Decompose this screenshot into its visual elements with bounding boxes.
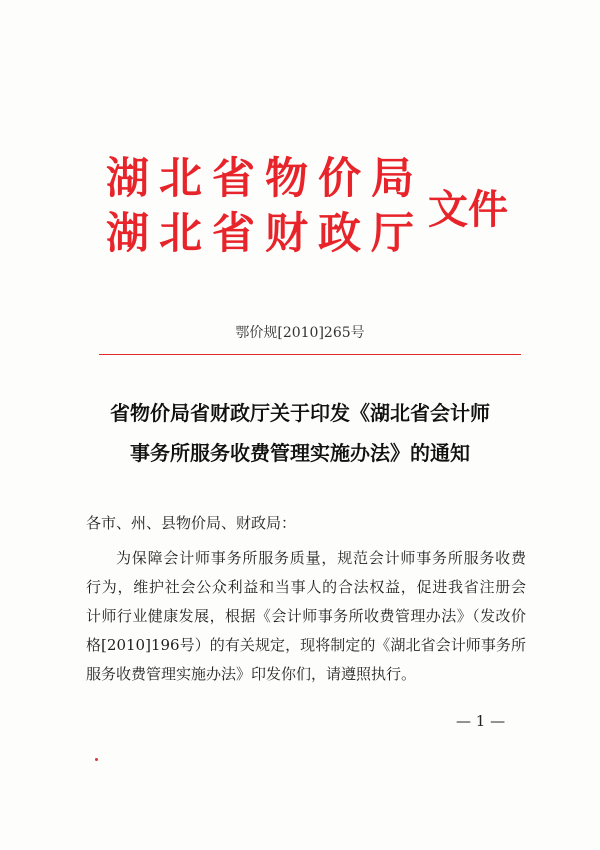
issuer-name-price-bureau: 湖北省物价局	[106, 154, 424, 204]
page-number: — 1 —	[456, 712, 506, 730]
document-number: 鄂价规[2010]265号	[235, 325, 365, 341]
body-line: 为保障会计师事务所服务质量，规范会计师事务所服务收费	[116, 549, 526, 567]
issuer-name-finance-department: 湖北省财政厅	[106, 209, 424, 259]
document-title-line-1: 省物价局省财政厅关于印发《湖北省会计师	[110, 401, 490, 425]
ink-speck	[95, 758, 98, 761]
header-divider	[99, 354, 521, 355]
body-line: 服务收费管理实施办法》印发你们，请遵照执行。	[86, 665, 417, 683]
document-type-label: 文件	[428, 186, 508, 233]
salutation: 各市、州、县物价局、财政局：	[86, 514, 297, 532]
body-line: 计师行业健康发展，根据《会计师事务所收费管理办法》（发改价	[86, 607, 526, 625]
body-line: 行为，维护社会公众利益和当事人的合法权益，促进我省注册会	[86, 578, 526, 596]
document-title-line-2: 事务所服务收费管理实施办法》的通知	[130, 441, 470, 465]
body-line: 格[2010]196号）的有关规定，现将制定的《湖北省会计师事务所	[86, 636, 526, 654]
